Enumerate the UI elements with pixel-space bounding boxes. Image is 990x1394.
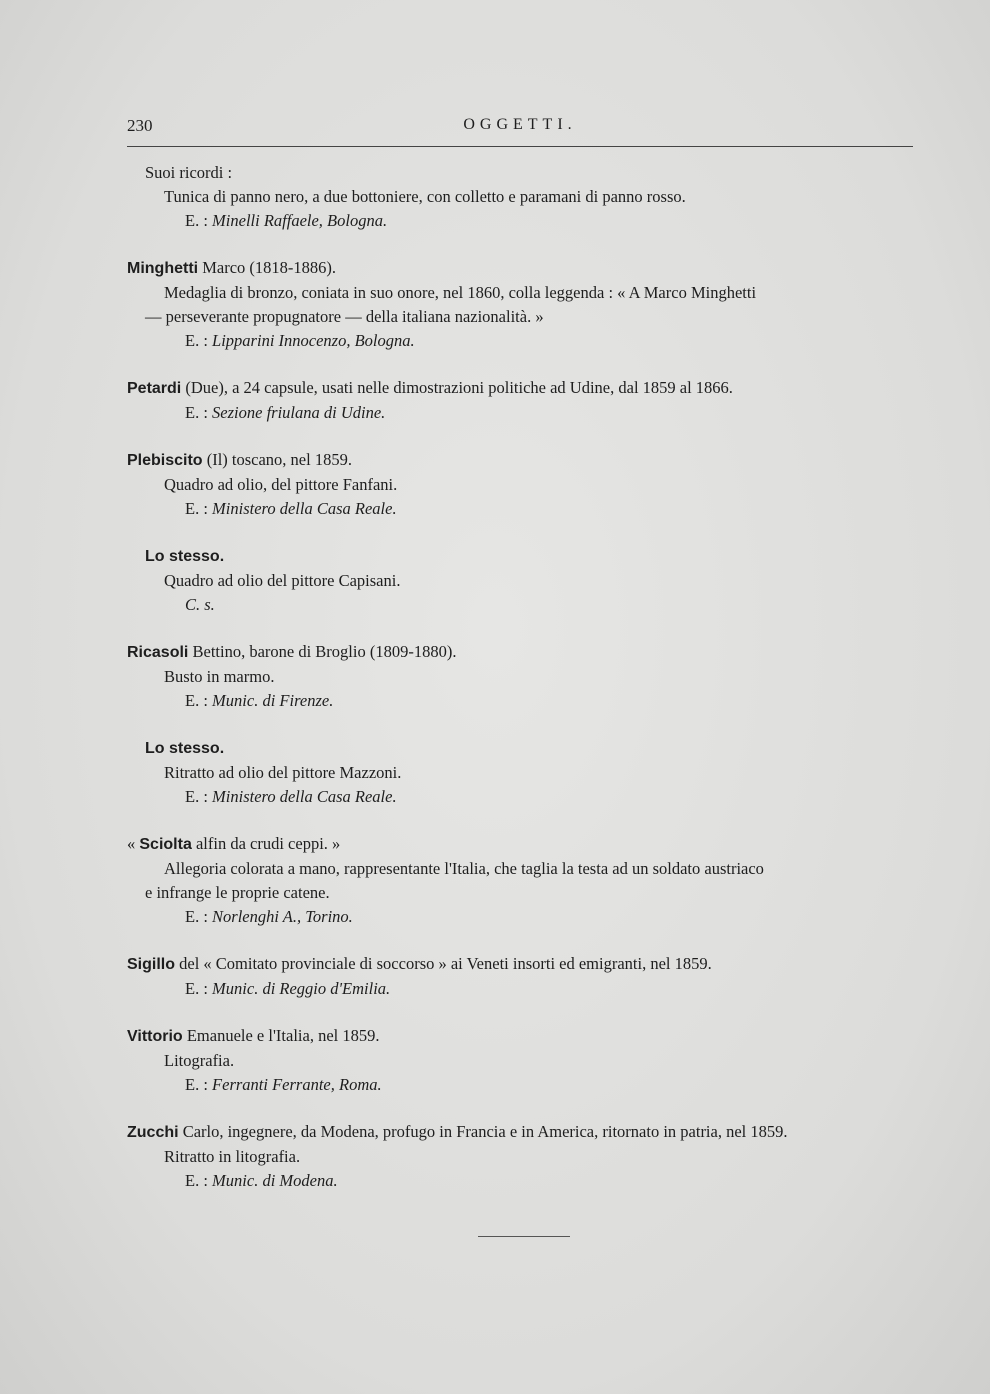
entry-heading [127, 952, 917, 977]
entry-heading-rest: del « Comitato provinciale di soccorso » ai Veneti insorti ed emigranti, nel 1859. [179, 954, 712, 973]
exhibitor-name: C. s. [185, 595, 215, 614]
exhibitor-name: Munic. di Modena. [212, 1171, 338, 1190]
catalog-entry [127, 448, 917, 521]
catalog-entry [127, 544, 917, 617]
entry-heading-rest: Carlo, ingegnere, da Modena, profugo in Francia e in America, ritornato in patria, nel 1859. [182, 1122, 788, 1141]
entry-headword: Minghetti [127, 260, 199, 277]
entry-heading [127, 376, 917, 401]
entry-description: Quadro ad olio del pittore Capisani. [164, 571, 401, 590]
entry-headword: Sciolta [139, 836, 192, 853]
exhibitor-label: E. : [185, 691, 208, 710]
entry-line: Suoi ricordi : [145, 163, 233, 182]
catalog-entry [127, 376, 917, 425]
entry-exhibitor [127, 209, 917, 233]
entry-heading [127, 640, 917, 665]
entry-headword: Zucchi [127, 1124, 179, 1141]
exhibitor-name: Ministero della Casa Reale. [212, 787, 397, 806]
exhibitor-name: Lipparini Innocenzo, Bologna. [212, 331, 415, 350]
catalog-entry [127, 1120, 917, 1193]
catalog-entry [127, 832, 917, 929]
entry-heading [127, 448, 917, 473]
entry-exhibitor [127, 785, 917, 809]
exhibitor-name: Ministero della Casa Reale. [212, 499, 397, 518]
catalog-entries [127, 161, 917, 1216]
exhibitor-label: E. : [185, 979, 208, 998]
entry-exhibitor [127, 1073, 917, 1097]
entry-heading-rest: Bettino, barone di Broglio (1809-1880). [192, 642, 457, 661]
exhibitor-label: E. : [185, 907, 208, 926]
entry-heading-rest: Marco (1818-1886). [202, 258, 337, 277]
entry-subheading: Lo stesso. [145, 740, 225, 757]
catalog-entry [127, 256, 917, 353]
exhibitor-name: Norlenghi A., Torino. [212, 907, 353, 926]
entry-headword: Petardi [127, 380, 182, 397]
exhibitor-name: Minelli Raffaele, Bologna. [212, 211, 388, 230]
entry-description: Allegoria colorata a mano, rappresentante l'Italia, che taglia la testa ad un soldato austriaco [164, 859, 764, 878]
entry-heading [127, 832, 917, 857]
entry-heading-prefix: « [127, 834, 136, 853]
exhibitor-label: E. : [185, 1171, 208, 1190]
end-rule [478, 1236, 570, 1237]
running-title: OGGETTI. [463, 116, 577, 133]
catalog-entry [127, 1024, 917, 1097]
entry-description: Ritratto in litografia. [164, 1147, 301, 1166]
entry-exhibitor [127, 329, 917, 353]
entry-headword: Ricasoli [127, 644, 189, 661]
page-header [127, 116, 913, 142]
entry-description: e infrange le proprie catene. [145, 883, 330, 902]
catalog-entry [127, 161, 917, 233]
entry-headword: Vittorio [127, 1028, 183, 1045]
entry-description: Litografia. [164, 1051, 235, 1070]
entry-exhibitor [127, 689, 917, 713]
entry-subheading: Lo stesso. [145, 548, 225, 565]
exhibitor-label: E. : [185, 331, 208, 350]
exhibitor-label: E. : [185, 499, 208, 518]
entry-heading [127, 256, 917, 281]
entry-exhibitor [127, 977, 917, 1001]
entry-exhibitor [127, 593, 917, 617]
entry-heading [127, 736, 917, 761]
entry-heading-rest: Emanuele e l'Italia, nel 1859. [186, 1026, 380, 1045]
entry-heading-rest: alfin da crudi ceppi. » [195, 834, 341, 853]
entry-headword: Plebiscito [127, 452, 203, 469]
exhibitor-name: Ferranti Ferrante, Roma. [212, 1075, 382, 1094]
entry-heading [127, 1024, 917, 1049]
entry-exhibitor [127, 1169, 917, 1193]
entry-heading [127, 544, 917, 569]
catalog-entry [127, 736, 917, 809]
exhibitor-label: E. : [185, 1075, 208, 1094]
entry-heading-rest: (Il) toscano, nel 1859. [206, 450, 352, 469]
exhibitor-label: E. : [185, 211, 208, 230]
entry-headword: Sigillo [127, 956, 175, 973]
exhibitor-label: E. : [185, 787, 208, 806]
exhibitor-name: Munic. di Reggio d'Emilia. [212, 979, 391, 998]
catalog-entry [127, 952, 917, 1001]
entry-heading [127, 1120, 917, 1145]
exhibitor-name: Munic. di Firenze. [212, 691, 334, 710]
exhibitor-name: Sezione friulana di Udine. [212, 403, 386, 422]
entry-description: Medaglia di bronzo, coniata in suo onore, nel 1860, colla leggenda : « A Marco Minghetti [164, 283, 757, 302]
entry-exhibitor [127, 401, 917, 425]
entry-exhibitor [127, 905, 917, 929]
entry-heading-rest: (Due), a 24 capsule, usati nelle dimostrazioni politiche ad Udine, dal 1859 al 1866. [185, 378, 733, 397]
exhibitor-label: E. : [185, 403, 208, 422]
entry-description: Busto in marmo. [164, 667, 275, 686]
entry-description: Ritratto ad olio del pittore Mazzoni. [164, 763, 402, 782]
header-rule [127, 146, 913, 147]
page-number: 230 [127, 116, 153, 135]
entry-description: Tunica di panno nero, a due bottoniere, con colletto e paramani di panno rosso. [164, 187, 686, 206]
entry-description: Quadro ad olio, del pittore Fanfani. [164, 475, 398, 494]
entry-exhibitor [127, 497, 917, 521]
entry-description: — perseverante propugnatore — della italiana nazionalità. » [145, 307, 544, 326]
catalog-entry [127, 640, 917, 713]
